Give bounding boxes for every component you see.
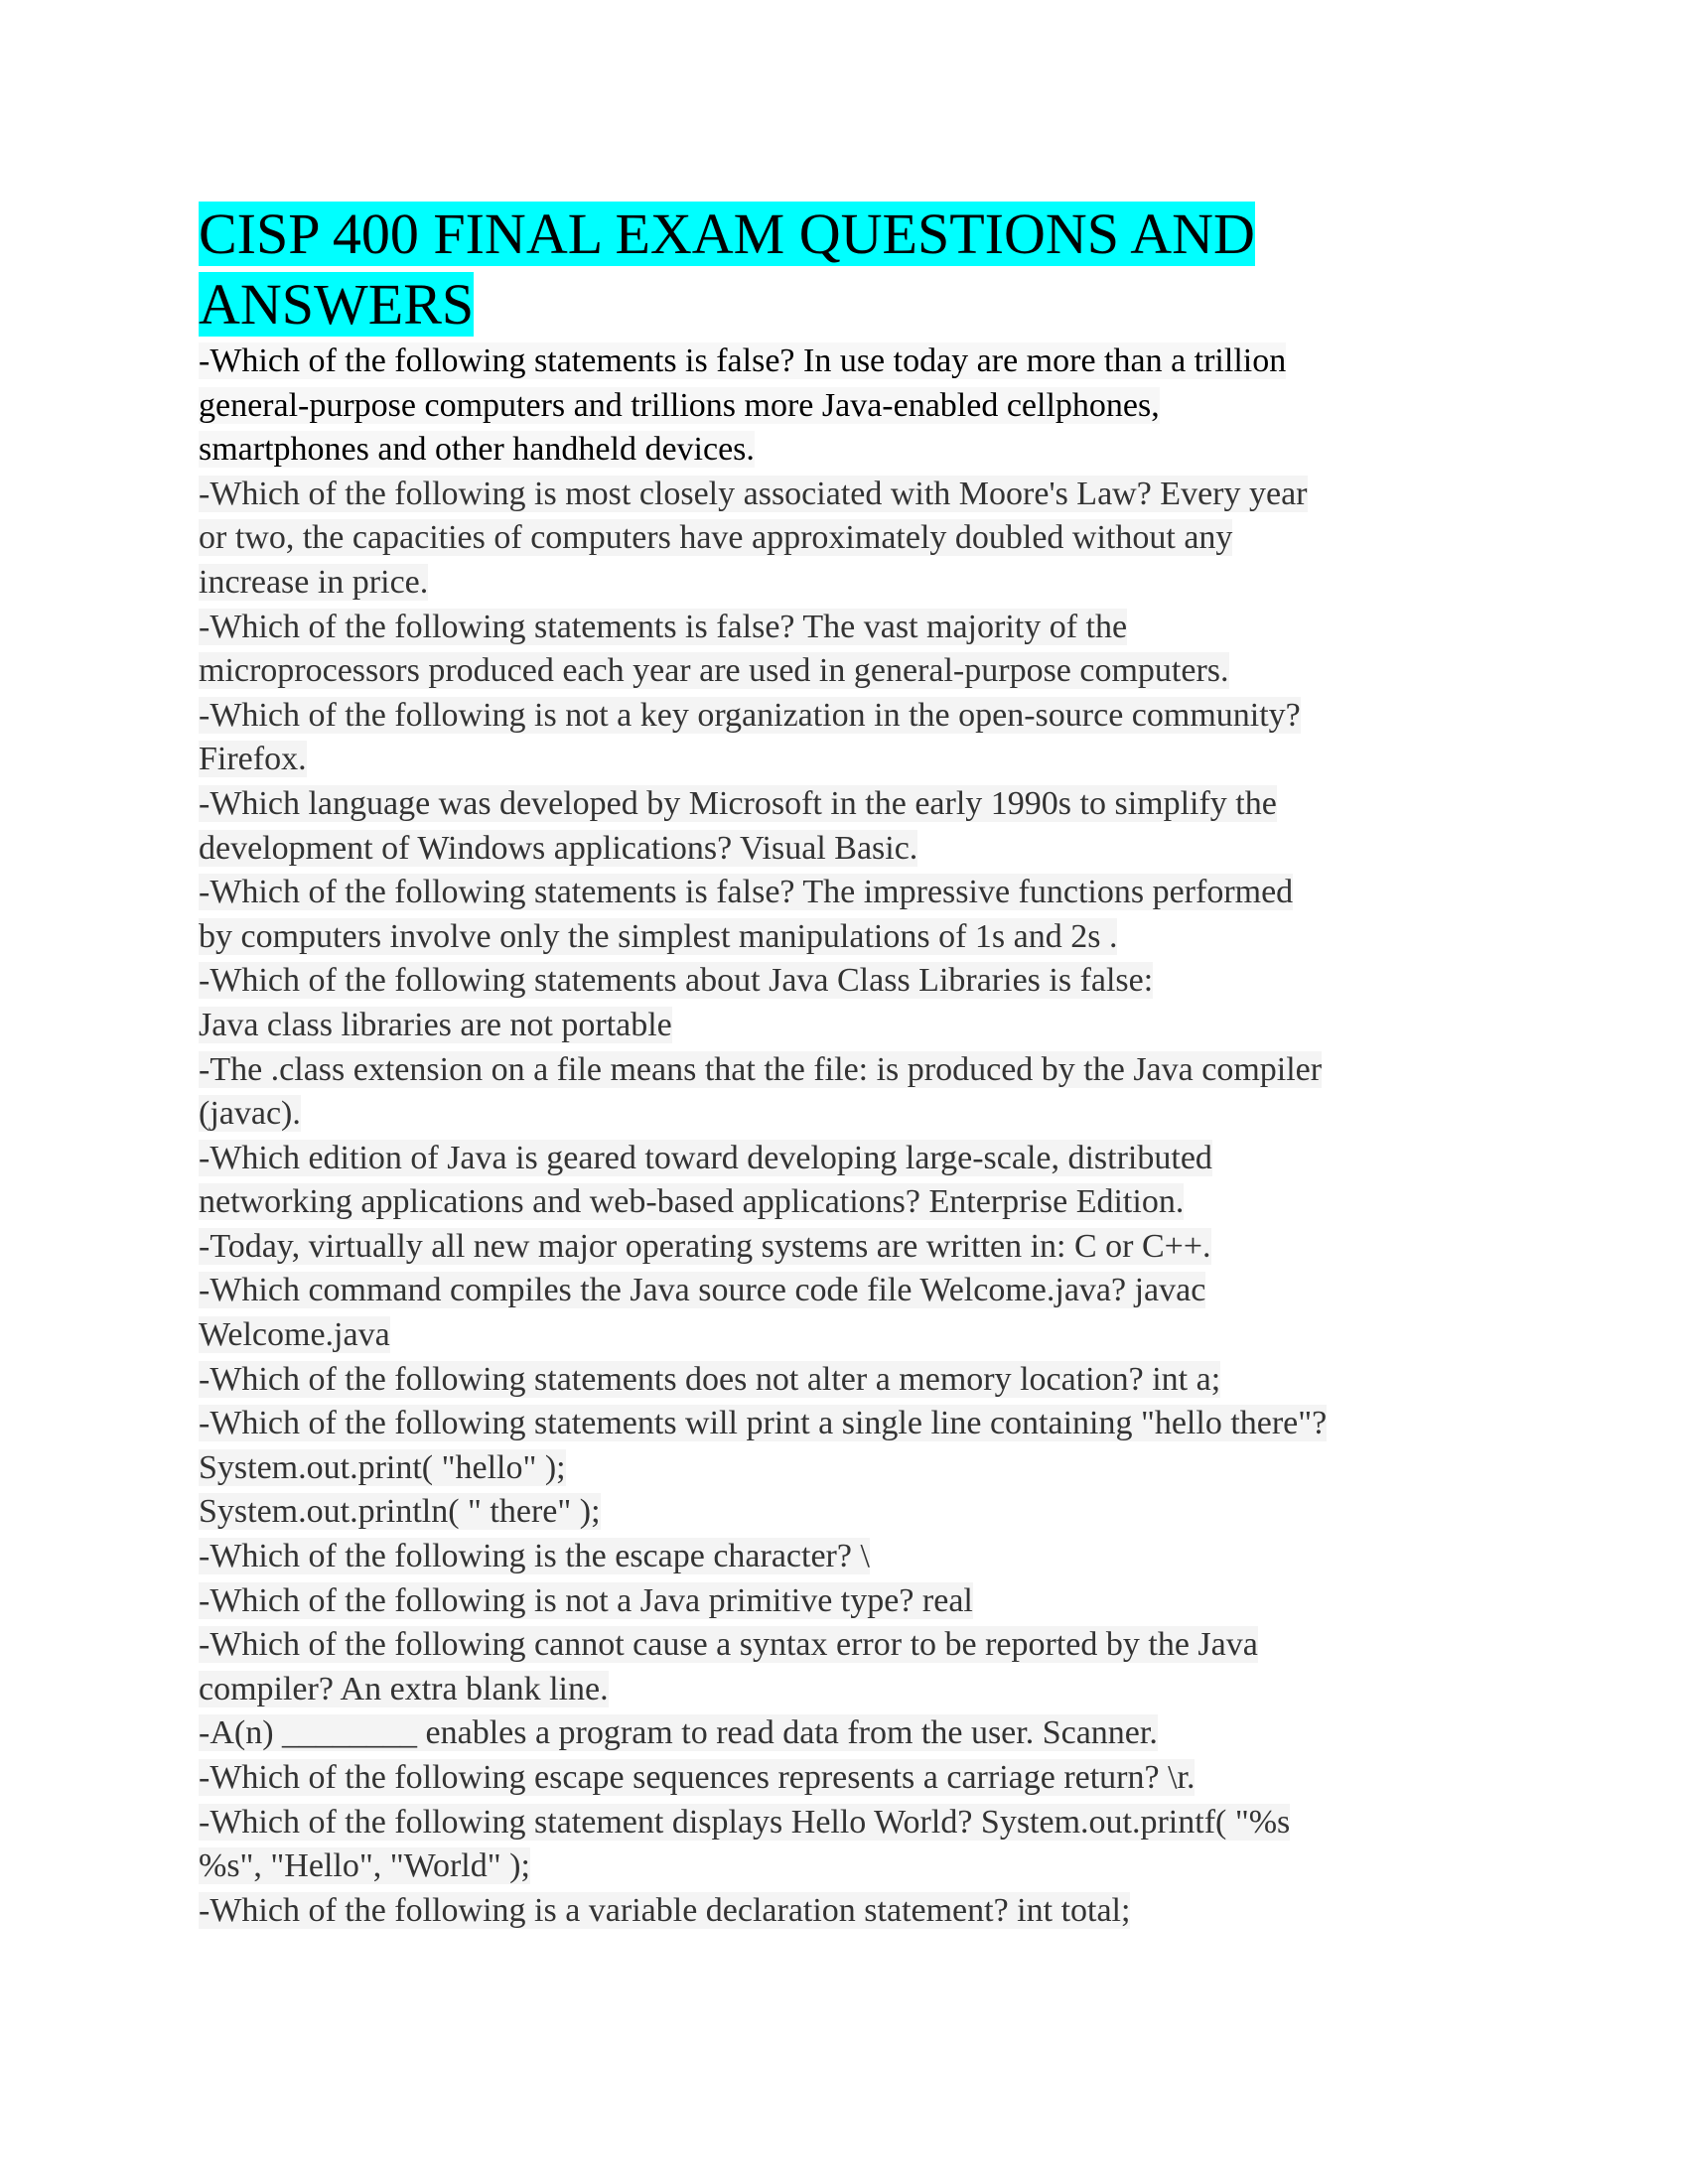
text-line: %s", "Hello", "World" );: [199, 1847, 530, 1885]
text-line: Java class libraries are not portable: [199, 1006, 672, 1043]
title-line: CISP 400 FINAL EXAM QUESTIONS AND: [199, 202, 1255, 266]
text-line: System.out.println( " there" );: [199, 1493, 601, 1531]
text-line: System.out.print( "hello" );: [199, 1448, 566, 1486]
text-line: -Today, virtually all new major operating systems are written in: C or C++.: [199, 1227, 1211, 1265]
text-line: general-purpose computers and trillions more Java-enabled cellphones,: [199, 386, 1160, 424]
text-line: increase in price.: [199, 563, 429, 601]
text-line: -Which of the following is most closely associated with Moore's Law? Every year: [199, 475, 1308, 512]
text-line: -Which of the following is the escape character? \: [199, 1538, 870, 1575]
text-line: -Which of the following statements is false? The impressive functions performed: [199, 874, 1294, 911]
text-line: -Which command compiles the Java source code file Welcome.java? javac: [199, 1272, 1206, 1309]
text-line: -Which of the following statements is false? In use today are more than a trillion: [199, 342, 1287, 379]
text-line: -Which of the following statements about Java Class Libraries is false:: [199, 962, 1154, 1000]
text-line: development of Windows applications? Visual Basic.: [199, 829, 918, 867]
text-line: -A(n) ________ enables a program to read data from the user. Scanner.: [199, 1714, 1158, 1752]
text-line: Firefox.: [199, 741, 307, 778]
text-line: -Which of the following statements will print a single line containing "hello there"?: [199, 1405, 1328, 1442]
text-line: compiler? An extra blank line.: [199, 1670, 609, 1707]
document-title: [199, 199, 1509, 340]
text-line: -Which language was developed by Microsoft in the early 1990s to simplify the: [199, 784, 1277, 822]
text-line: -Which of the following is a variable declaration statement? int total;: [199, 1891, 1131, 1929]
text-line: -Which edition of Java is geared toward developing large-scale, distributed: [199, 1139, 1212, 1176]
text-line: -Which of the following escape sequences represents a carriage return? \r.: [199, 1759, 1196, 1796]
document-content: [199, 199, 1509, 1933]
text-line: or two, the capacities of computers have approximately doubled without any: [199, 519, 1233, 557]
title-line: ANSWERS: [199, 272, 475, 337]
text-line: networking applications and web-based applications? Enterprise Edition.: [199, 1183, 1185, 1221]
text-line: -Which of the following statements is false? The vast majority of the: [199, 608, 1128, 645]
text-line: -Which of the following statement displays Hello World? System.out.printf( "%s: [199, 1803, 1291, 1841]
text-line: (javac).: [199, 1095, 301, 1133]
qa-list: [199, 340, 1509, 1933]
text-line: Welcome.java: [199, 1316, 390, 1354]
text-line: microprocessors produced each year are used in general-purpose computers.: [199, 652, 1229, 690]
text-line: -Which of the following is not a Java primitive type? real: [199, 1581, 973, 1619]
text-line: -Which of the following statements does not alter a memory location? int a;: [199, 1360, 1221, 1398]
text-line: -Which of the following cannot cause a syntax error to be reported by the Java: [199, 1626, 1258, 1664]
text-line: -Which of the following is not a key organization in the open-source community?: [199, 696, 1301, 734]
text-line: -The .class extension on a file means that the file: is produced by the Java compiler: [199, 1050, 1323, 1088]
text-line: smartphones and other handheld devices.: [199, 431, 755, 469]
text-line: by computers involve only the simplest manipulations of 1s and 2s .: [199, 917, 1118, 955]
